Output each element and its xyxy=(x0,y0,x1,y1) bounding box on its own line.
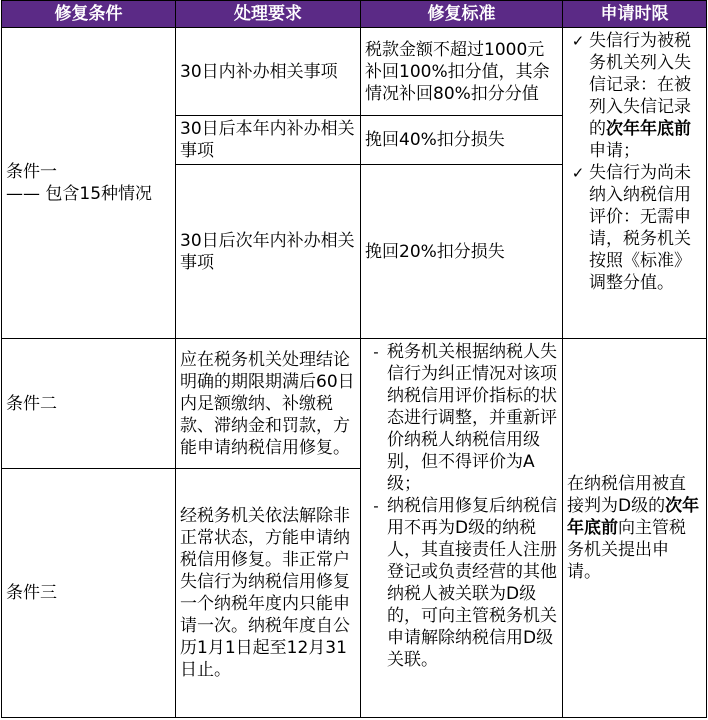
cond1-std-2: 挽回40%扣分损失 xyxy=(361,116,563,165)
cond1-subtitle: —— 包含15种情况 xyxy=(6,184,153,204)
credit-repair-table xyxy=(1,0,707,718)
dash-icon: - xyxy=(373,497,379,515)
header-deadline: 申请时限 xyxy=(563,1,707,28)
cond1-title: 条件一 xyxy=(6,162,57,182)
deadline-item-1: ✓ 失信行为被税务机关列入失信记录：在被列入失信记录的次年年底前申请； xyxy=(567,30,702,162)
std-item-2: - 纳税信用修复后纳税信用不再为D级的纳税人，其直接责任人注册登记或负责经营的其他纳税人被关联为D级的，可向主管税务机关申请解除纳税信用D级关联。 xyxy=(365,495,558,671)
deadline-item-2: ✓ 失信行为尚未纳入纳税信用评价：无需申请，税务机关按照《标准》调整分值。 xyxy=(567,162,702,294)
header-row xyxy=(2,1,707,28)
cond3-title: 条件三 xyxy=(2,469,176,718)
header-requirement: 处理要求 xyxy=(176,1,361,28)
header-standard: 修复标准 xyxy=(361,1,563,28)
cond1-req-3: 30日后次年内补办相关事项 xyxy=(176,165,361,339)
cond1-cell xyxy=(2,28,176,339)
cond1-std-1: 税款金额不超过1000元补回100%扣分值，其余情况补回80%扣分分值 xyxy=(361,28,563,116)
table-row xyxy=(2,339,707,469)
deadline-cond23: 在纳税信用被直接判为D级的次年年底前向主管税务机关提出申请。 xyxy=(563,339,707,718)
check-icon: ✓ xyxy=(571,32,585,50)
cond2-title: 条件二 xyxy=(2,339,176,469)
cond1-req-1: 30日内补办相关事项 xyxy=(176,28,361,116)
dash-icon: - xyxy=(373,343,379,361)
std-cond23 xyxy=(361,339,563,718)
cond1-req-2: 30日后本年内补办相关事项 xyxy=(176,116,361,165)
cond2-req: 应在税务机关处理结论明确的期限期满后60日内足额缴纳、补缴税款、滞纳金和罚款，方能申请纳税信用修复。 xyxy=(176,339,361,469)
std-item-1: - 税务机关根据纳税人失信行为纠正情况对该项纳税信用评价指标的状态进行调整，并重新评价纳税人纳税信用级别，但不得评价为A级； xyxy=(365,341,558,495)
cond1-std-3: 挽回20%扣分损失 xyxy=(361,165,563,339)
table-row xyxy=(2,28,707,116)
cond1-deadline xyxy=(563,28,707,339)
header-condition: 修复条件 xyxy=(2,1,176,28)
check-icon: ✓ xyxy=(571,164,585,182)
cond3-req: 经税务机关依法解除非正常状态，方能申请纳税信用修复。非正常户失信行为纳税信用修复一个纳税年度内只能申请一次。纳税年度自公历1月1日起至12月31日止。 xyxy=(176,469,361,718)
